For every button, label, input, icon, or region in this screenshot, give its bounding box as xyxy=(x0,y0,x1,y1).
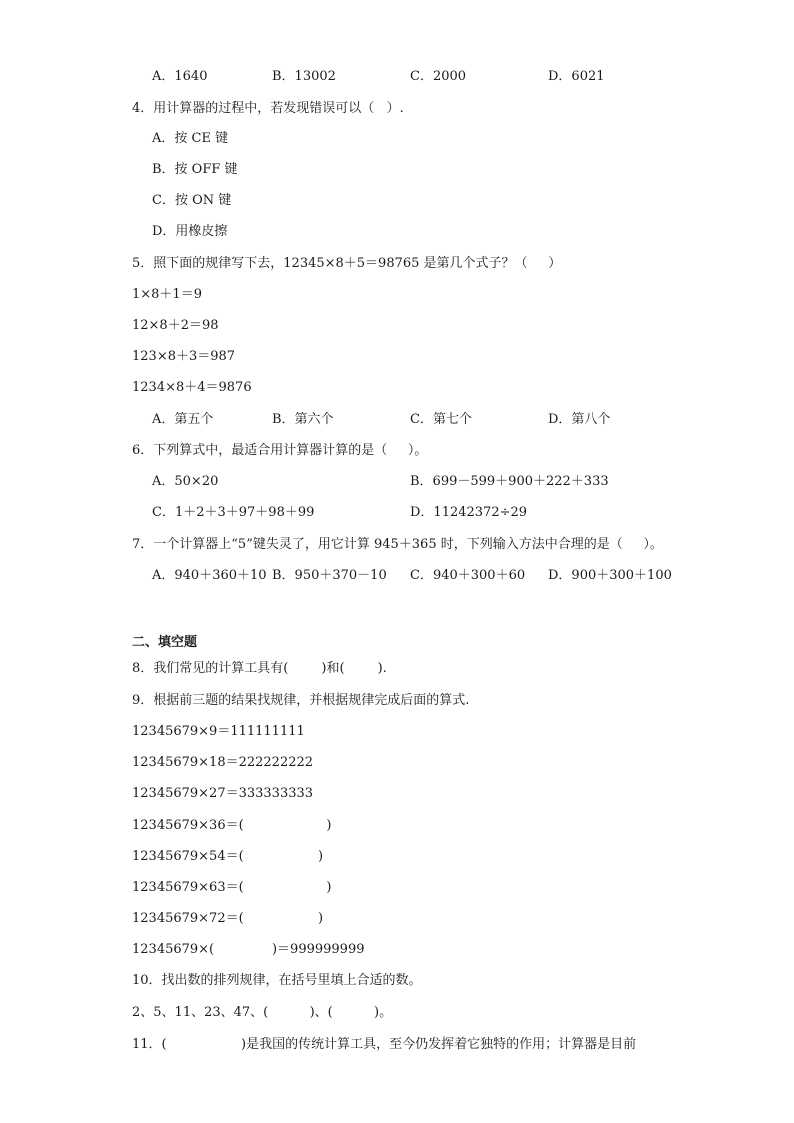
q6-stem: 6．下列算式中，最适合用计算器计算的是（ ）。 xyxy=(132,443,428,458)
q7-option-d: D．900＋300＋100 xyxy=(548,568,672,583)
q5-pattern-line: 123×8＋3＝987 xyxy=(132,349,236,364)
q5-option-c: C．第七个 xyxy=(410,412,472,427)
q9-equation: 12345679×18＝222222222 xyxy=(132,755,314,770)
q5-pattern-line: 12×8＋2＝98 xyxy=(132,318,219,333)
q7-option-b: B．950＋370－10 xyxy=(272,568,387,583)
q11-stem: 11．( )是我国的传统计算工具，至今仍发挥着它独特的作用；计算器是目前 xyxy=(132,1037,637,1052)
q6-option-a: A．50×20 xyxy=(152,474,219,489)
q4-option-c: C．按 ON 键 xyxy=(152,193,232,208)
q3-option-a: A．1640 xyxy=(152,69,208,84)
q10-sequence: 2、5、11、23、47、( )、( )。 xyxy=(132,1005,393,1020)
q4-option-b: B．按 OFF 键 xyxy=(152,162,238,177)
q5-option-b: B．第六个 xyxy=(272,412,334,427)
q9-equation: 12345679×27＝333333333 xyxy=(132,786,314,801)
q9-equation-blank: 12345679×36＝( ) xyxy=(132,818,332,833)
q5-option-d: D．第八个 xyxy=(548,412,611,427)
q5-pattern-line: 1234×8＋4＝9876 xyxy=(132,380,252,395)
q9-equation-blank: 12345679×63＝( ) xyxy=(132,880,332,895)
q7-stem: 7．一个计算器上“5”键失灵了，用它计算 945＋365 时，下列输入方法中合理的是（ ）。 xyxy=(132,537,663,552)
q4-option-a: A．按 CE 键 xyxy=(152,131,229,146)
q10-stem: 10．找出数的排列规律，在括号里填上合适的数。 xyxy=(132,973,422,988)
q9-equation-blank: 12345679×( )＝999999999 xyxy=(132,942,365,957)
q6-option-d: D．11242372÷29 xyxy=(410,505,528,520)
q8-stem: 8．我们常见的计算工具有( )和( ). xyxy=(132,661,387,676)
q7-option-a: A．940＋360＋10 xyxy=(152,568,267,583)
q6-option-b: B．699－599＋900＋222＋333 xyxy=(410,474,609,489)
q9-stem: 9．根据前三题的结果找规律，并根据规律完成后面的算式. xyxy=(132,693,470,708)
q6-option-c: C．1＋2＋3＋97＋98＋99 xyxy=(152,505,315,520)
q3-option-c: C．2000 xyxy=(410,69,467,84)
q7-option-c: C．940＋300＋60 xyxy=(410,568,526,583)
q5-stem: 5．照下面的规律写下去，12345×8＋5＝98765 是第几个式子？（ ） xyxy=(132,256,562,271)
q5-option-a: A．第五个 xyxy=(152,412,214,427)
q4-option-d: D．用橡皮擦 xyxy=(152,224,228,239)
section-title: 二、填空题 xyxy=(132,635,198,650)
q5-pattern-line: 1×8＋1＝9 xyxy=(132,287,202,302)
q9-equation-blank: 12345679×72＝( ) xyxy=(132,911,324,926)
q3-option-d: D．6021 xyxy=(548,69,605,84)
q3-option-b: B．13002 xyxy=(272,69,336,84)
q9-equation: 12345679×9＝111111111 xyxy=(132,724,305,739)
q9-equation-blank: 12345679×54＝( ) xyxy=(132,849,324,864)
q4-stem: 4．用计算器的过程中，若发现错误可以（ ）. xyxy=(132,101,404,116)
